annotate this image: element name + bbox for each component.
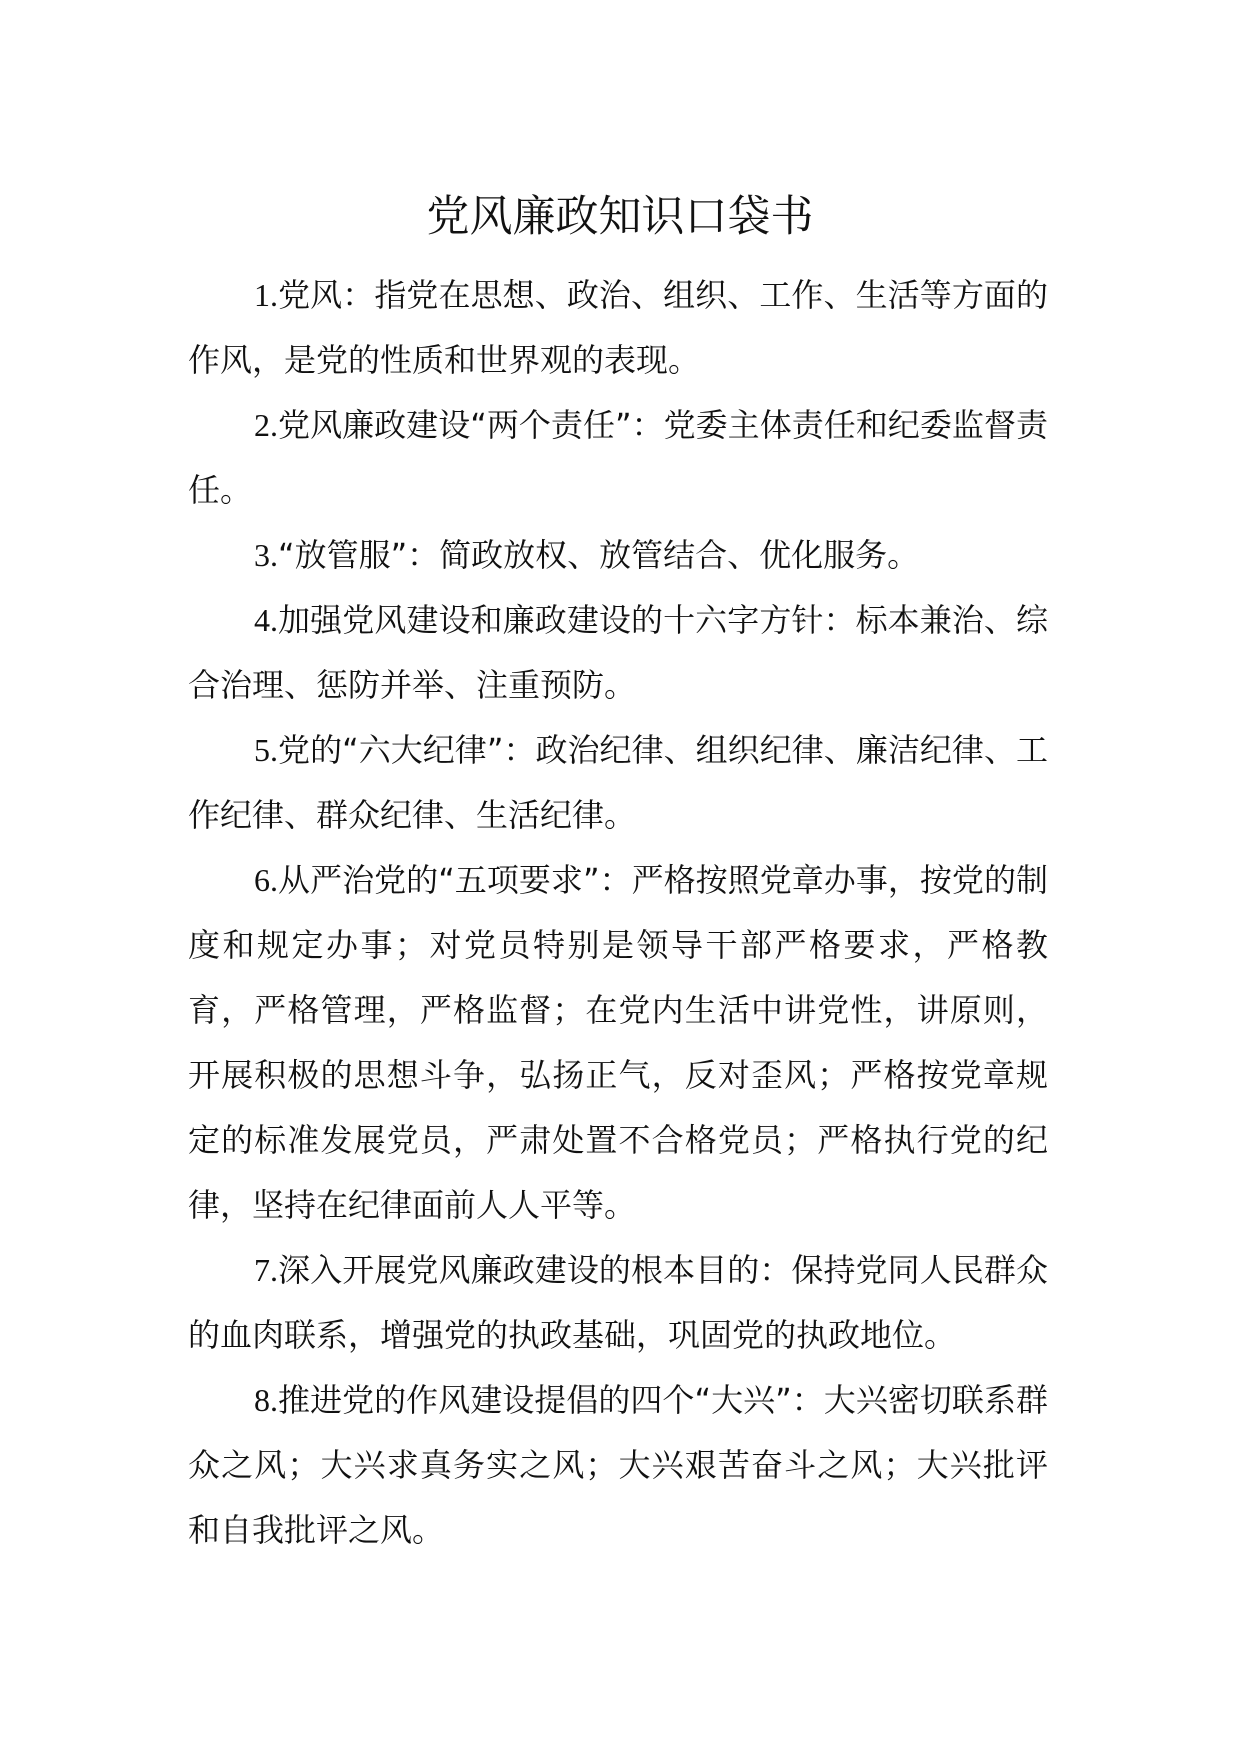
paragraph-8 [188, 1368, 1048, 1563]
item-number: 1. [254, 277, 278, 313]
item-number: 7. [254, 1252, 278, 1288]
item-number: 5. [254, 732, 278, 768]
item-number: 2. [254, 407, 278, 443]
item-text: “放管服”：简政放权、放管结合、优化服务。 [278, 536, 920, 574]
document-title: 党风廉政知识口袋书 [426, 191, 814, 242]
document-body [188, 263, 1048, 1563]
item-text: 加强党风建设和廉政建设的十六字方针：标本兼治、综合治理、惩防并举、注重预防。 [188, 601, 1048, 704]
item-text: 党风：指党在思想、政治、组织、工作、生活等方面的作风，是党的性质和世界观的表现。 [188, 276, 1048, 379]
item-text: 党风廉政建设“两个责任”：党委主体责任和纪委监督责任。 [188, 406, 1048, 509]
paragraph-7 [188, 1238, 1048, 1368]
paragraph-1 [188, 263, 1048, 393]
item-number: 6. [254, 862, 278, 898]
item-text: 深入开展党风廉政建设的根本目的：保持党同人民群众的血肉联系，增强党的执政基础，巩固党的执政地位。 [188, 1251, 1048, 1354]
item-number: 3. [254, 537, 278, 573]
paragraph-5 [188, 718, 1048, 848]
paragraph-3 [188, 523, 1048, 588]
item-number: 4. [254, 602, 278, 638]
paragraph-4 [188, 588, 1048, 718]
item-number: 8. [254, 1382, 278, 1418]
item-text: 党的“六大纪律”：政治纪律、组织纪律、廉洁纪律、工作纪律、群众纪律、生活纪律。 [188, 731, 1048, 834]
paragraph-6 [188, 848, 1048, 1238]
paragraph-2 [188, 393, 1048, 523]
item-text: 从严治党的“五项要求”：严格按照党章办事，按党的制度和规定办事；对党员特别是领导干部严格要求，严格教育，严格管理，严格监督；在党内生活中讲党性，讲原则，开展积极的思想斗争，弘扬正气，反对歪风；严格按党章规定的标准发展党员，严肃处置不合格党员；严格执行党的纪律，坚持在纪律面前人人平等。 [188, 861, 1048, 1224]
item-text: 推进党的作风建设提倡的四个“大兴”：大兴密切联系群众之风；大兴求真务实之风；大兴艰苦奋斗之风；大兴批评和自我批评之风。 [188, 1381, 1048, 1549]
